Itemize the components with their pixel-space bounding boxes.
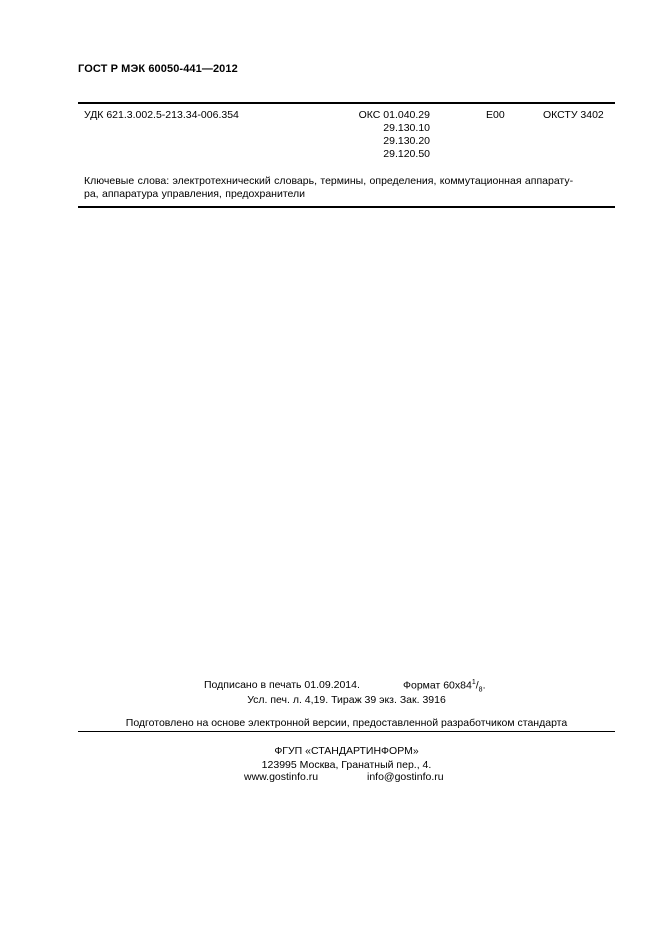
format-sub: 8 [478, 686, 483, 694]
oks-codes [355, 109, 430, 161]
imprint-rule [78, 731, 615, 732]
format-suffix: . [482, 679, 486, 692]
publisher-name: ФГУП «СТАНДАРТИНФОРМ» [274, 745, 419, 757]
okstu-code: ОКСТУ 3402 [543, 109, 604, 121]
e-code: Е00 [486, 109, 505, 121]
format-prefix: Формат 60x84 [403, 679, 472, 692]
print-sheets: Усл. печ. л. 4,19. Тираж 39 экз. Зак. 3916 [247, 694, 446, 706]
format-sup: 1 [471, 679, 476, 686]
oks-line: 29.130.10 [383, 122, 430, 134]
oks-line: ОКС 01.040.29 [358, 109, 430, 121]
keywords-bottom-rule [78, 206, 615, 208]
standard-code: ГОСТ Р МЭК 60050-441—2012 [78, 63, 238, 75]
keywords-line-2: ра, аппаратура управления, предохранители [84, 188, 306, 200]
top-rule [78, 102, 615, 104]
udk-code: УДК 621.3.002.5-213.34-006.354 [84, 109, 239, 121]
oks-line: 29.120.50 [383, 148, 430, 160]
publisher-website[interactable]: www.gostinfo.ru [244, 771, 319, 783]
signed-date: Подписано в печать 01.09.2014. [204, 679, 360, 691]
paper-format: Формат $60x84^1/_8$. [403, 679, 486, 694]
oks-line: 29.130.20 [383, 135, 430, 147]
prepared-note: Подготовлено на основе электронной версии, предоставленной разработчиком стандарта [125, 717, 568, 729]
publisher-email[interactable]: info@gostinfo.ru [367, 771, 444, 783]
publisher-address: 123995 Москва, Гранатный пер., 4. [261, 759, 432, 771]
keywords-line-1: Ключевые слова: электротехнический словарь, термины, определения, коммутационная аппарату- [84, 175, 574, 187]
keywords-block [84, 175, 614, 201]
